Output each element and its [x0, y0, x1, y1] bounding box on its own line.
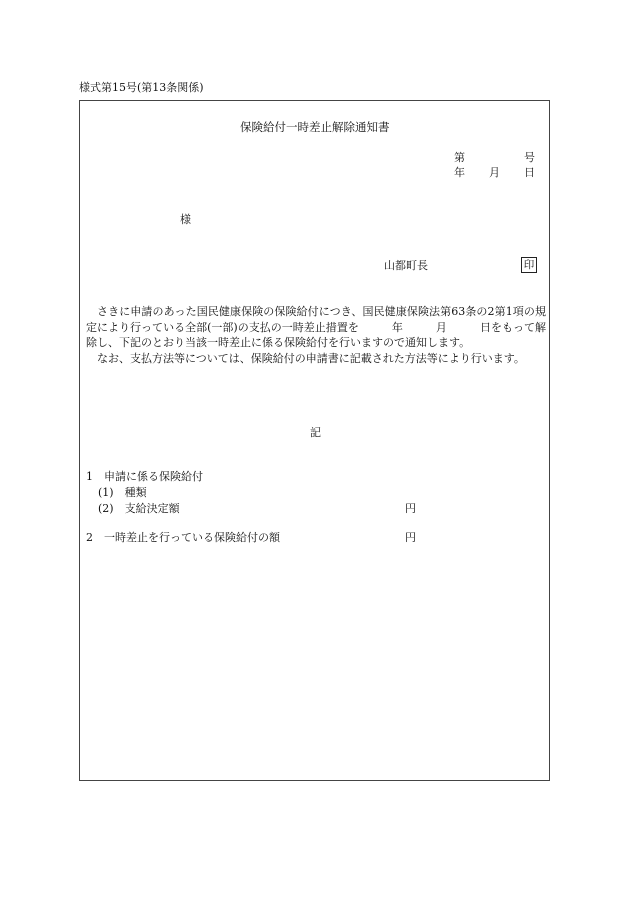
seal-mark: 印	[521, 257, 537, 273]
document-number-suffix: 号	[524, 151, 535, 164]
document-title: 保険給付一時差止解除通知書	[240, 120, 390, 134]
body-paragraph: なお、支払方法等については、保険給付の申請書に記載された方法等により行います。	[97, 351, 525, 365]
notice-body	[86, 304, 546, 366]
addressee-honorific: 様	[180, 213, 191, 226]
date-month-label: 月	[489, 166, 500, 179]
yen-unit: 円	[405, 502, 416, 515]
item-1-2-amount: (2) 支給決定額	[98, 502, 180, 515]
issuer-name: 山都町長	[384, 259, 428, 272]
item-1-1-type: (1) 種類	[98, 486, 147, 499]
ki-heading: 記	[310, 426, 321, 439]
item-2-heading: 2 一時差止を行っている保険給付の額	[86, 531, 280, 544]
date-year-label: 年	[454, 166, 465, 179]
form-number: 様式第15号(第13条関係)	[79, 81, 204, 94]
document-number-prefix: 第	[454, 151, 465, 164]
body-paragraph: さきに申請のあった国民健康保険の保険給付につき、国民健康保険法第63条の2第1項の規定により行っている全部(一部)の支払の一時差止措置を 年 月 日をもって解除し、下記のとおり当該一時差止に係る保険給付を行いますので通知します。	[86, 305, 546, 349]
item-1-heading: 1 申請に係る保険給付	[86, 470, 203, 483]
date-day-label: 日	[524, 166, 535, 179]
yen-unit: 円	[405, 531, 416, 544]
notice-frame	[79, 100, 550, 781]
